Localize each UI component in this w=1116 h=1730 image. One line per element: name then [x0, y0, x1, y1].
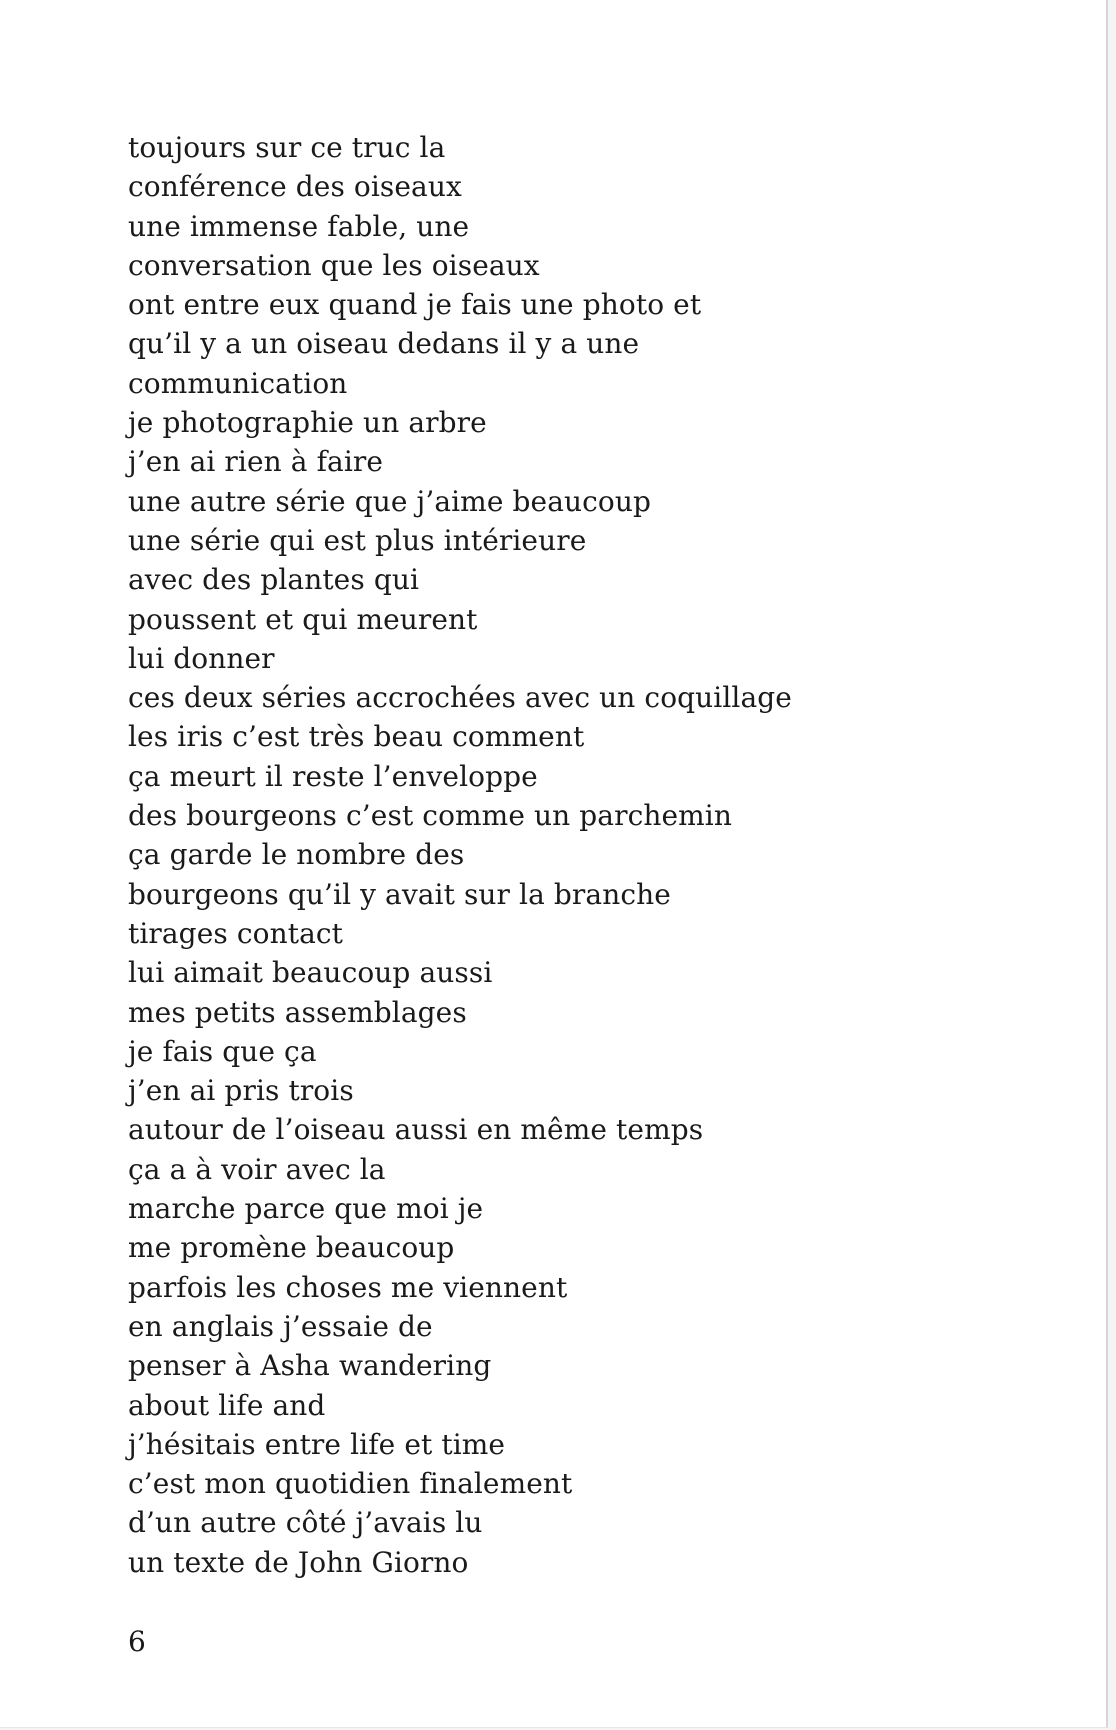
poem-line: les iris c’est très beau comment — [128, 720, 585, 754]
poem-line: je fais que ça — [128, 1034, 317, 1068]
poem-line: toujours sur ce truc la — [128, 131, 446, 164]
poem-line: une série qui est plus intérieure — [128, 523, 587, 557]
poem-line: ont entre eux quand je fais une photo et — [128, 288, 702, 322]
poem-line: lui donner — [128, 641, 275, 675]
poem-line: une immense fable, une — [128, 209, 470, 243]
poem-line: penser à Asha wandering — [128, 1349, 492, 1383]
poem-line: une autre série que j’aime beaucoup — [128, 484, 652, 518]
poem-line: avec des plantes qui — [128, 563, 420, 597]
poem-line: conférence des oiseaux — [128, 170, 462, 204]
poem-line: j’en ai rien à faire — [128, 445, 384, 479]
poem-line: communication — [128, 366, 348, 400]
poem-line: ces deux séries accrochées avec un coquillage — [128, 681, 792, 715]
poem-line: ça meurt il reste l’enveloppe — [128, 759, 538, 793]
poem-line: marche parce que moi je — [128, 1192, 484, 1226]
poem-line: bourgeons qu’il y avait sur la branche — [128, 877, 671, 911]
poem-line: about life and — [128, 1388, 326, 1422]
poem-line: parfois les choses me viennent — [128, 1270, 568, 1304]
poem-line: qu’il y a un oiseau dedans il y a une — [128, 327, 640, 361]
poem-line: conversation que les oiseaux — [128, 248, 540, 282]
poem-line: mes petits assemblages — [128, 995, 467, 1029]
poem-line: en anglais j’essaie de — [128, 1309, 433, 1343]
poem-line: un texte de John Giorno — [128, 1545, 469, 1579]
poem-line: j’hésitais entre life et time — [128, 1427, 506, 1461]
poem-text — [128, 128, 792, 1582]
poem-line: lui aimait beaucoup aussi — [128, 956, 493, 990]
poem-line: poussent et qui meurent — [128, 602, 478, 636]
poem-line: c’est mon quotidien finalement — [128, 1467, 573, 1501]
poem-line: tirages contact — [128, 916, 343, 950]
poem-line: ça garde le nombre des — [128, 838, 465, 872]
poem-line: autour de l’oiseau aussi en même temps — [128, 1113, 704, 1147]
poem-line: d’un autre côté j’avais lu — [128, 1506, 483, 1540]
poem-line: j’en ai pris trois — [128, 1074, 354, 1108]
poem-line: ça a à voir avec la — [128, 1152, 386, 1186]
poem-line: me promène beaucoup — [128, 1231, 455, 1265]
page-number: 6 — [128, 1625, 146, 1658]
poem-line: je photographie un arbre — [128, 406, 487, 440]
poem-line: des bourgeons c’est comme un parchemin — [128, 799, 732, 833]
